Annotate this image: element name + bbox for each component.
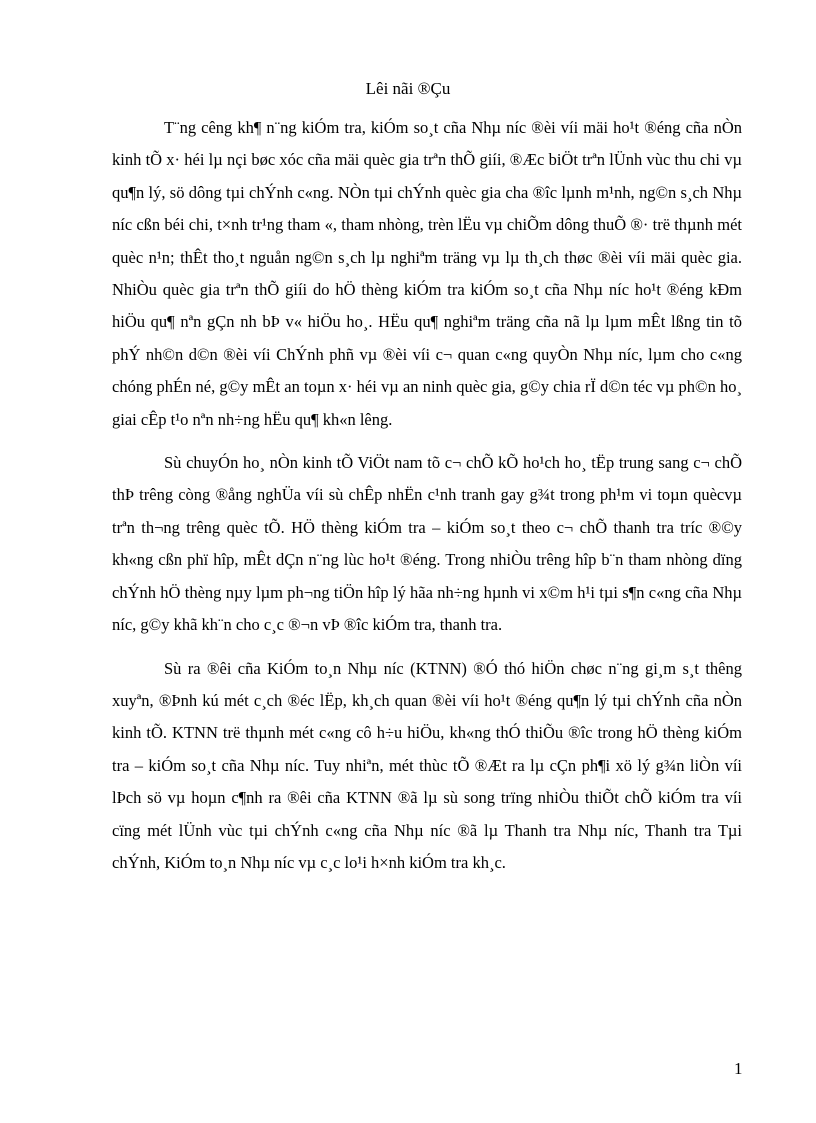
body-text (112, 112, 742, 890)
paragraph: T¨ng cêng kh¶ n¨ng kiÓm tra, kiÓm so¸t cña Nhµ níc ®èi víi mäi ho¹t ®éng cña nÒn kinh tÕ x· héi lµ nçi bøc xóc cña mäi quèc gia trªn thÕ giíi, ®Æc biÖt trªn lÜnh vùc thu chi vµ qu¶n lý, sö dông tµi chÝnh c«ng. NÒn tµi chÝnh quèc gia cha ®îc lµnh m¹nh, ng©n s¸ch Nhµ níc cßn béi chi, t×nh tr¹ng tham «, tham nhòng, trèn lËu vµ chiÕm dông thuÕ ®· trë thµnh mét quèc n¹n; thÊt tho¸t nguån ng©n s¸ch lµ nghiªm träng vµ lµ th¸ch thøc ®èi víi mäi quèc gia. NhiÒu quèc gia trªn thÕ giíi do hÖ thèng kiÓm tra kiÓm so¸t cña Nhµ níc ho¹t ®éng kÐm hiÖu qu¶ nªn gÇn nh bÞ v« hiÖu ho¸. HËu qu¶ nghiªm träng cña nã lµ lµm mÊt lßng tin tõ phÝ nh©n d©n ®èi víi ChÝnh phñ vµ ®èi víi c¬ quan c«ng quyÒn Nhµ níc, lµm cho c«ng chóng phÉn né, g©y mÊt an toµn x· héi vµ an ninh quèc gia, g©y chia rÏ d©n téc vµ ph©n ho¸ giai cÊp t¹o nªn nh÷ng hËu qu¶ kh«n lêng. (112, 118, 742, 429)
page-number: 1 (734, 1059, 743, 1078)
page-title: Lêi nãi ®Çu (365, 79, 451, 98)
paragraph: Sù chuyÓn ho¸ nÒn kinh tÕ ViÖt nam tõ c¬ chÕ kÕ ho¹ch ho¸ tËp trung sang c¬ chÕ thÞ trêng còng ®ång nghÜa víi sù chÊp nhËn c¹nh tranh gay g¾t trong ph¹m vi toµn quècvµ trªn th¬ng trêng quèc tÕ. HÖ thèng kiÓm tra – kiÓm so¸t theo c¬ chÕ thanh tra tríc ®©y kh«ng cßn phï hîp, mÊt dÇn n¨ng lùc ho¹t ®éng. Trong nhiÒu trêng hîp b¨n tham nhòng dïng chÝnh hÖ thèng nµy lµm ph¬ng tiÖn hîp lý hãa nh÷ng hµnh vi x©m h¹i tµi s¶n c«ng cña Nhµ níc, g©y khã kh¨n cho c¸c ®¬n vÞ ®îc kiÓm tra, thanh tra. (112, 453, 742, 635)
paragraph: Sù ra ®êi cña KiÓm to¸n Nhµ níc (KTNN) ®Ó thó hiÖn chøc n¨ng gi¸m s¸t thêng xuyªn, ®Þnh kú mét c¸ch ®éc lËp, kh¸ch quan ®èi víi ho¹t ®éng qu¶n lý tµi chÝnh cña nÒn kinh tÕ. KTNN trë thµnh mét c«ng cô h÷u hiÖu, kh«ng thÓ thiÕu ®îc trong hÖ thèng kiÓm tra – kiÓm so¸t cña Nhµ níc. Tuy nhiªn, mét thùc tÕ ®Æt ra lµ cÇn ph¶i xö lý g¾n liÒn víi lÞch sö vµ hoµn c¶nh ra ®êi cña KTNN ®ã lµ sù song trïng nhiÒu thiÕt chÕ kiÓm tra víi cïng mét lÜnh vùc tµi chÝnh c«ng cña Nhµ níc ®ã lµ Thanh tra Nhµ níc, Thanh tra Tµi chÝnh, KiÓm to¸n Nhµ níc vµ c¸c lo¹i h×nh kiÓm tra kh¸c. (112, 658, 742, 872)
